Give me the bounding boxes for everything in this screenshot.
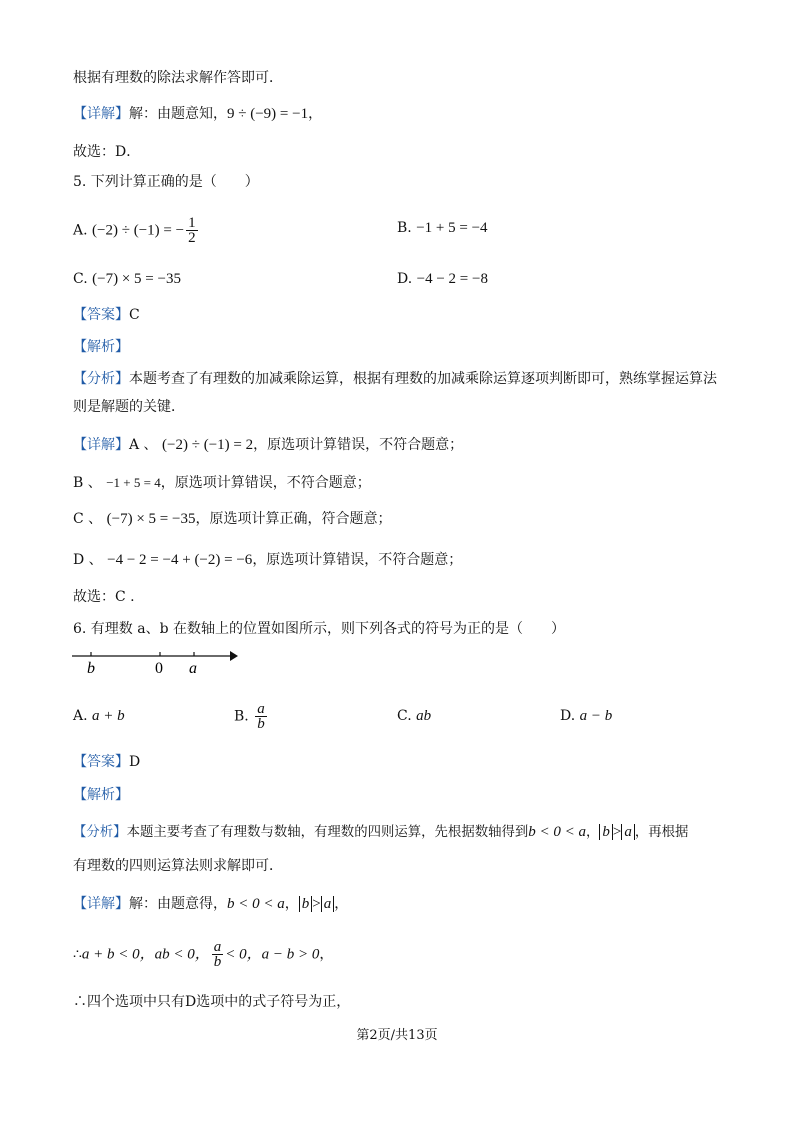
abs-a: a xyxy=(321,896,335,912)
answer-value: C xyxy=(129,307,140,323)
gt-sign: > xyxy=(612,824,622,840)
detail-tag: 【详解】 xyxy=(73,437,129,453)
detail-math: (−2) ÷ (−1) = 2 xyxy=(162,437,254,453)
fenxi-text-2: ，再根据 xyxy=(634,825,689,840)
gt-sign: > xyxy=(312,896,321,912)
q5-option-b-label: B. xyxy=(397,220,412,236)
q5-choose: 故选：C . xyxy=(73,589,135,605)
q5-option-d-math: −4 − 2 = −8 xyxy=(416,271,488,287)
detail-end: ， xyxy=(308,106,323,122)
q6-option-c-label: C. xyxy=(397,708,412,724)
fenxi-math: b < 0 < a xyxy=(528,824,587,840)
fenxi-tag: 【分析】 xyxy=(73,371,129,387)
detail-math: (−7) × 5 = −35 xyxy=(106,511,196,527)
q5-fenxi-2: 则是解题的关键． xyxy=(73,399,185,415)
fenxi-text: 本题考查了有理数的加减乘除运算，根据有理数的加减乘除运算逐项判断即可，熟练掌握运算法 xyxy=(129,371,717,387)
therefore-sign: ∴ xyxy=(73,946,82,963)
q6-option-b-fraction xyxy=(255,702,267,731)
q6-answer xyxy=(73,752,140,772)
q5-option-d xyxy=(397,269,488,289)
detail-math: −1 + 5 = 4 xyxy=(106,475,161,490)
q6-option-d-math: a − b xyxy=(579,708,613,724)
q5-detail-a xyxy=(73,435,463,455)
abs-b: b xyxy=(599,824,613,840)
fenxi-sep: ， xyxy=(586,825,600,840)
detail-label: C 、 xyxy=(73,511,103,527)
fraction-denominator: 2 xyxy=(188,230,196,246)
detail-end: ， xyxy=(334,896,349,912)
label-a: a xyxy=(189,660,197,677)
q6-option-a xyxy=(73,706,125,726)
number-line-arrow xyxy=(230,651,238,661)
q5-detail-c xyxy=(73,509,391,529)
fenxi-text: 本题主要考查了有理数与数轴，有理数的四则运算，先根据数轴得到 xyxy=(126,825,529,840)
q6-fenxi-2: 有理数的四则运算法则求解即可． xyxy=(73,858,283,874)
q6-option-d xyxy=(560,706,612,726)
detail-label: A 、 xyxy=(129,437,158,453)
q6-option-b xyxy=(234,702,269,731)
page-number: 第2页/共13页 xyxy=(356,1028,438,1043)
analysis-tag: 【解析】 xyxy=(73,787,129,803)
q5-option-c-label: C. xyxy=(73,271,88,287)
fraction-denominator: b xyxy=(257,716,265,732)
detail-math: −4 − 2 = −4 + (−2) = −6 xyxy=(107,552,253,568)
q6-fenxi-1 xyxy=(73,822,688,843)
q6-conclusion: ∴四个选项中只有D选项中的式子符号为正， xyxy=(73,994,351,1010)
detail-tag: 【详解】 xyxy=(73,106,129,122)
q5-option-d-label: D. xyxy=(397,271,413,287)
answer-tag: 【答案】 xyxy=(73,754,129,770)
detail-text: 解：由题意得， xyxy=(129,896,227,912)
abs-b: b xyxy=(299,896,313,912)
answer-tag: 【答案】 xyxy=(73,307,129,323)
detail-label: B 、 xyxy=(73,475,102,491)
detail-text: ，原选项计算错误，不符合题意； xyxy=(253,437,464,453)
fraction-numerator: a xyxy=(257,701,265,717)
detail-text: ，原选项计算错误，不符合题意； xyxy=(160,475,371,491)
q6-option-b-label: B. xyxy=(234,708,249,725)
q6-analysis-tag xyxy=(73,785,129,805)
fraction-numerator: 1 xyxy=(188,215,196,231)
label-b: b xyxy=(87,660,95,677)
q5-detail-b xyxy=(73,473,371,493)
q6-option-a-label: A. xyxy=(73,708,88,724)
detail-text: 解：由题意知， xyxy=(129,106,227,122)
q5-fenxi-1 xyxy=(73,369,717,389)
q5-option-a xyxy=(73,216,200,245)
q5-answer xyxy=(73,305,140,325)
q6-option-c-math: ab xyxy=(416,708,432,724)
detail-tag: 【详解】 xyxy=(73,896,129,912)
answer-value: D xyxy=(129,754,141,770)
detail-label: D 、 xyxy=(73,552,103,568)
label-0: 0 xyxy=(155,660,163,677)
q6-option-d-label: D. xyxy=(560,708,576,724)
abs-a: a xyxy=(621,824,635,840)
therefore-end: ， xyxy=(319,946,334,963)
detail-text: ，原选项计算正确，符合题意； xyxy=(195,511,392,527)
q5-stem: 5. 下列计算正确的是（ ） xyxy=(73,174,259,190)
intro-line: 根据有理数的除法求解作答即可． xyxy=(73,70,283,86)
number-line-diagram xyxy=(70,646,240,678)
q6-detail xyxy=(73,894,348,914)
q5-option-a-math: (−2) ÷ (−1) = − xyxy=(92,222,185,239)
q6-option-c xyxy=(397,706,431,726)
fraction-denominator: b xyxy=(213,954,222,970)
q5-option-b-math: −1 + 5 = −4 xyxy=(416,220,488,236)
q5-option-b xyxy=(397,218,488,238)
therefore-math-1: a + b < 0，ab < 0， xyxy=(81,946,210,963)
fenxi-tag: 【分析】 xyxy=(73,825,127,840)
q6-stem: 6. 有理数 a、b 在数轴上的位置如图所示，则下列各式的符号为正的是（ ） xyxy=(73,621,566,637)
detail-text: ，原选项计算错误，不符合题意； xyxy=(252,552,463,568)
q5-option-c-math: (−7) × 5 = −35 xyxy=(92,271,181,287)
detail-math: b < 0 < a xyxy=(227,896,285,912)
therefore-fraction xyxy=(212,940,224,969)
therefore-math-2: < 0，a − b > 0 xyxy=(225,946,320,963)
q6-therefore-line xyxy=(73,940,333,969)
q5-option-c xyxy=(73,269,181,289)
q5-option-a-label: A. xyxy=(73,222,88,239)
q6-option-a-math: a + b xyxy=(92,708,125,724)
fraction-numerator: a xyxy=(213,939,222,955)
q5-option-a-fraction xyxy=(186,216,198,245)
intro-choose: 故选：D． xyxy=(73,144,141,160)
analysis-tag: 【解析】 xyxy=(73,339,129,355)
q5-detail-d xyxy=(73,550,462,570)
intro-detail xyxy=(73,104,322,124)
detail-sep: ， xyxy=(284,896,299,912)
detail-math: 9 ÷ (−9) = −1 xyxy=(227,106,309,122)
q5-analysis-tag xyxy=(73,337,129,357)
